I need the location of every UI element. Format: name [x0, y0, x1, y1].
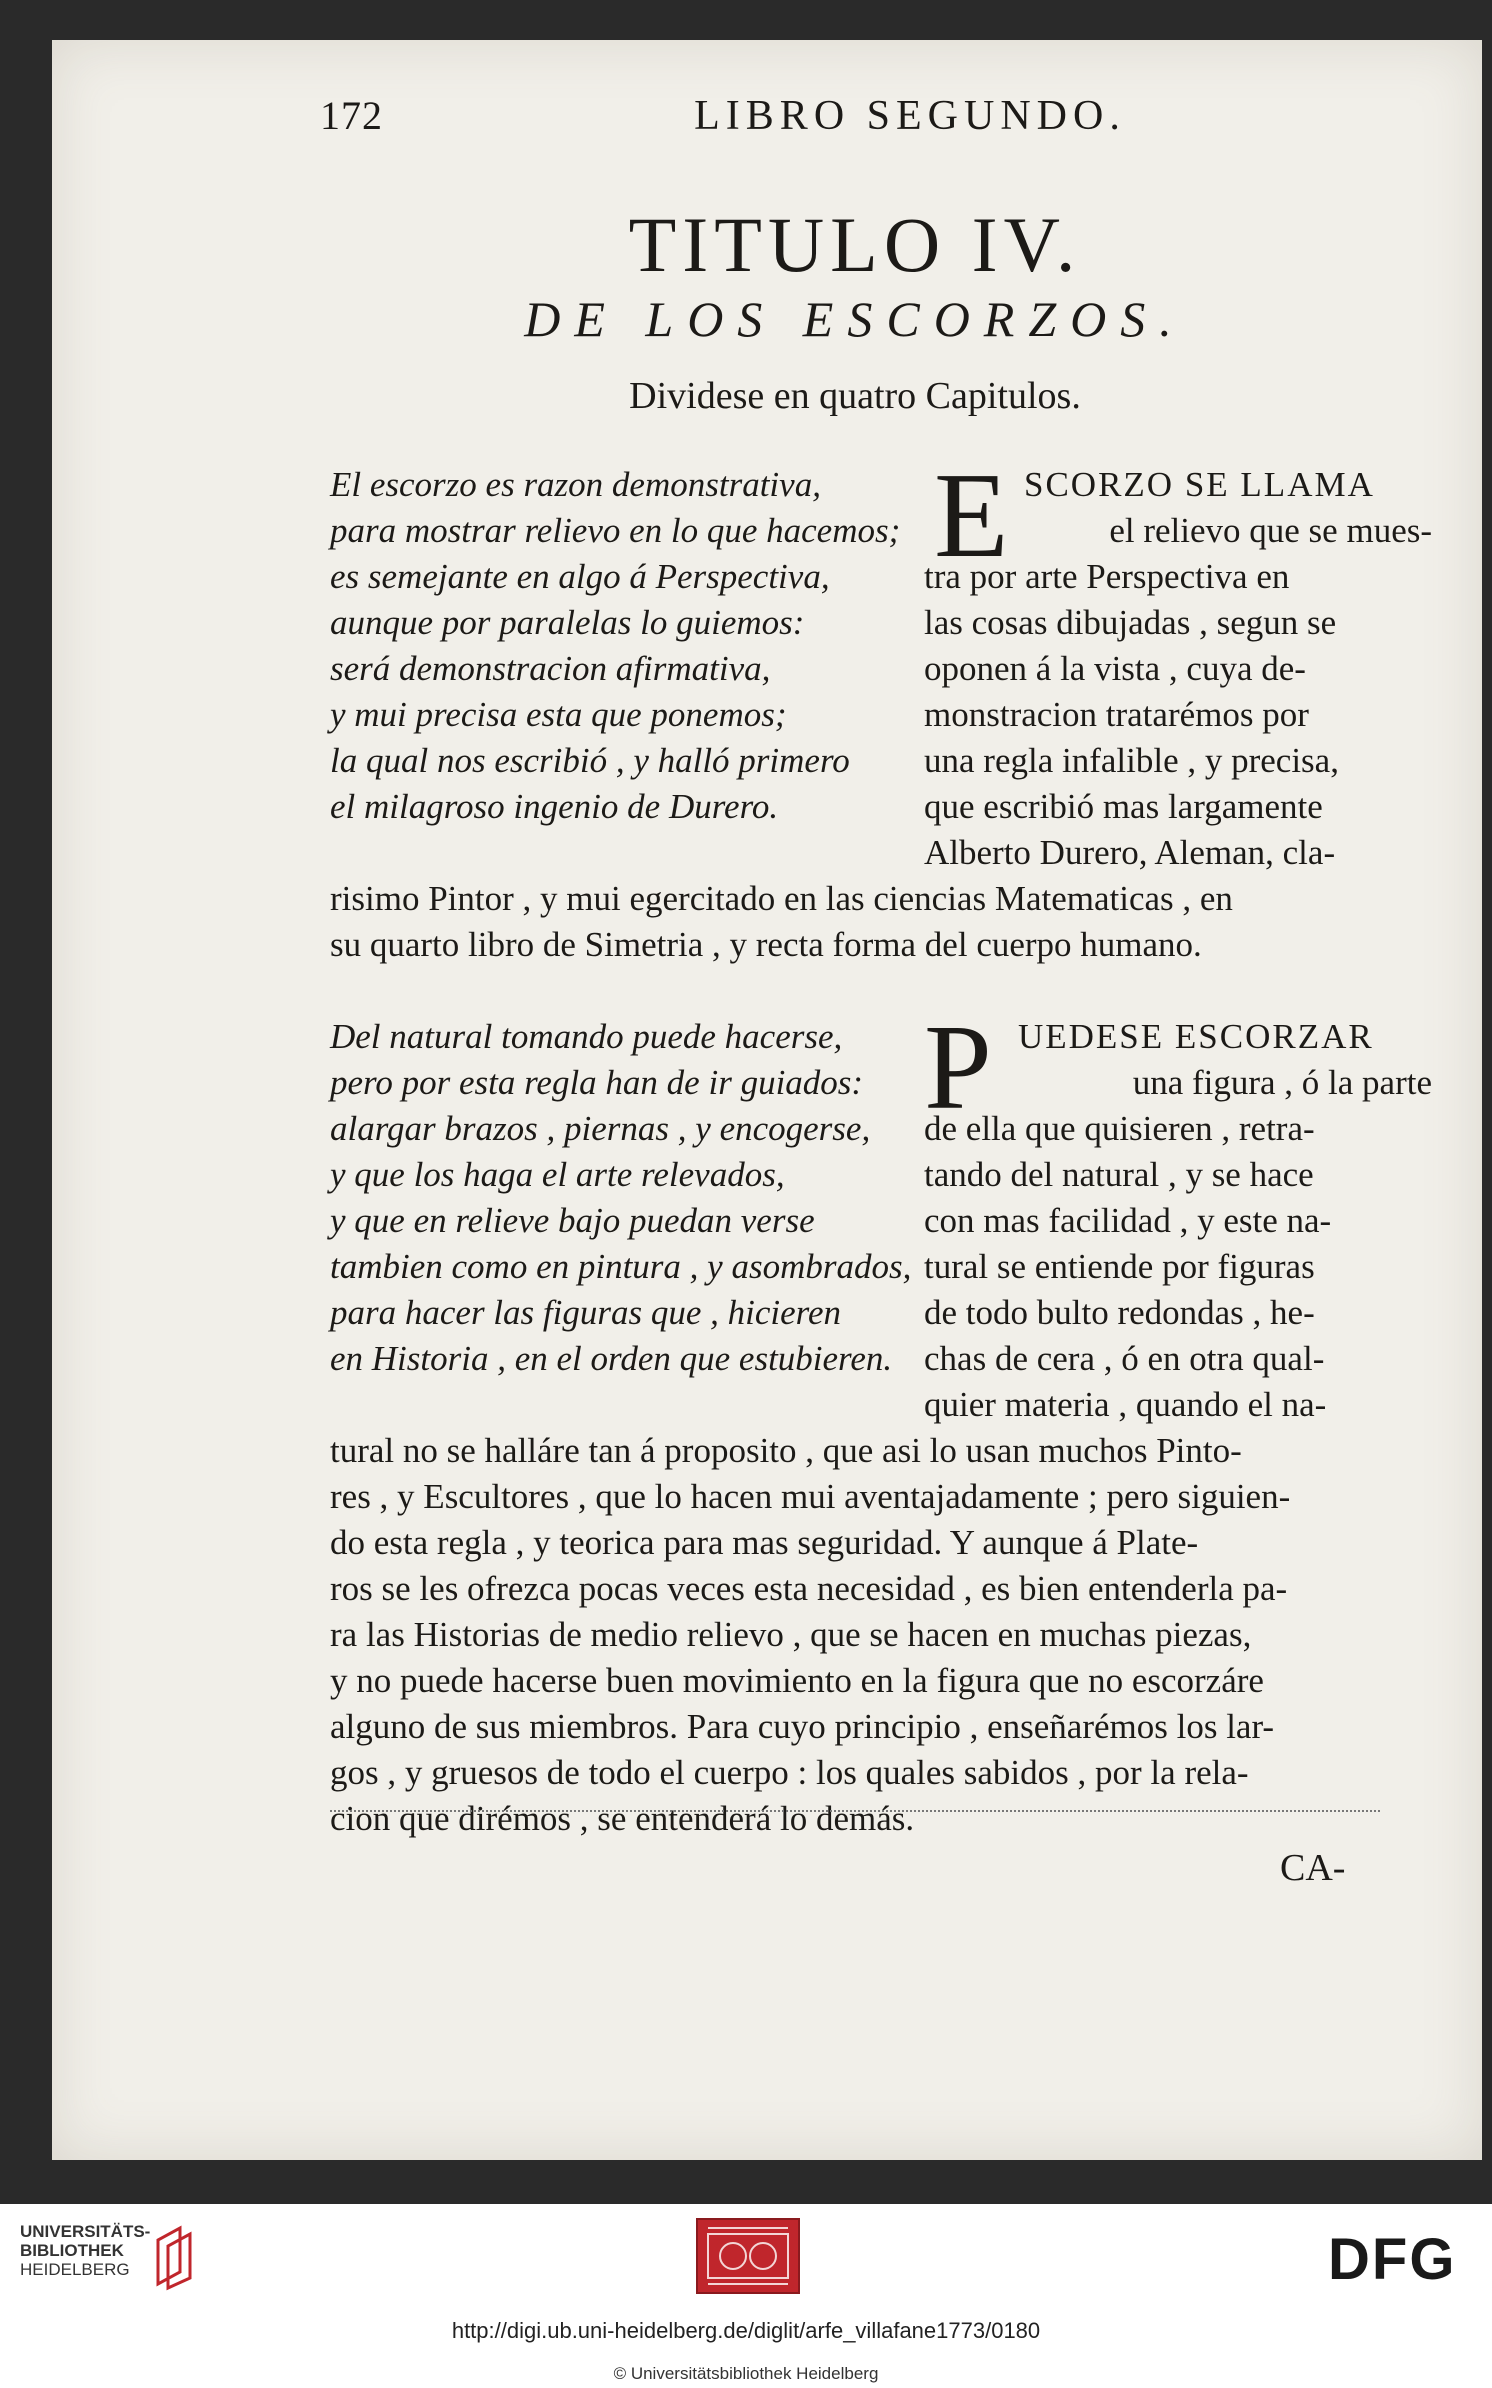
prose-line: tra por arte Perspectiva en	[924, 557, 1290, 596]
prose-line: el relievo que se mues-	[1109, 511, 1432, 550]
project-emblem-icon	[698, 2220, 798, 2292]
library-name-line: UNIVERSITÄTS-	[20, 2222, 151, 2241]
division-note: Dividese en quatro Capitulos.	[629, 375, 1081, 417]
dfg-logo[interactable]: DFG	[1328, 2227, 1457, 2292]
drop-cap-p: P	[924, 1000, 992, 1135]
prose-line: cion que dirémos , se entenderá lo demás.	[330, 1799, 915, 1838]
verse-block-1	[330, 462, 900, 830]
verse-line: y mui precisa esta que ponemos;	[330, 695, 787, 734]
full-width-block-1	[330, 876, 1233, 968]
chapter-subtitle: DE LOS ESCORZOS.	[524, 291, 1186, 347]
verse-line: pero por esta regla han de ir guiados:	[330, 1063, 864, 1102]
project-logo[interactable]	[696, 2218, 800, 2294]
catchword: CA-	[1280, 1847, 1346, 1889]
prose-line: res , y Escultores , que lo hacen mui aventajadamente ; pero siguien-	[330, 1477, 1291, 1516]
book-page	[52, 40, 1482, 2160]
verse-line: Del natural tomando puede hacerse,	[330, 1017, 843, 1056]
prose-line: tando del natural , y se hace	[924, 1155, 1314, 1194]
prose-line: chas de cera , ó en otra qual-	[924, 1339, 1325, 1378]
prose-line: las cosas dibujadas , segun se	[924, 603, 1337, 642]
verse-line: El escorzo es razon demonstrativa,	[330, 465, 821, 504]
verse-line: es semejante en algo á Perspectiva,	[330, 557, 830, 596]
prose-line: oponen á la vista , cuya de-	[924, 649, 1306, 688]
prose-line: de ella que quisieren , retra-	[924, 1109, 1315, 1148]
running-head	[290, 92, 1420, 162]
verse-line: y que los haga el arte relevados,	[330, 1155, 785, 1194]
prose-line: monstracion tratarémos por	[924, 695, 1309, 734]
copyright-notice: © Universitätsbibliothek Heidelberg	[613, 2364, 879, 2383]
prose-line: una figura , ó la parte	[1132, 1063, 1432, 1102]
prose-line: alguno de sus miembros. Para cuyo principio , enseñarémos los lar-	[330, 1707, 1275, 1746]
viewer-footer	[0, 2204, 1492, 2388]
prose-line: y no puede hacerse buen movimiento en la figura que no escorzáre	[330, 1661, 1264, 1700]
permalink[interactable]: http://digi.ub.uni-heidelberg.de/diglit/arfe_villafane1773/0180	[451, 2318, 1041, 2343]
page-number: 172	[320, 93, 383, 138]
library-emblem-icon	[150, 2222, 200, 2292]
verse-line: en Historia , en el orden que estubieren.	[330, 1339, 893, 1378]
verse-line: alargar brazos , piernas , y encogerse,	[330, 1109, 871, 1148]
prose-line: con mas facilidad , y este na-	[924, 1201, 1332, 1240]
prose-line: quier materia , quando el na-	[924, 1385, 1327, 1424]
prose-line: que escribió mas largamente	[924, 787, 1323, 826]
prose-line: de todo bulto redondas , he-	[924, 1293, 1315, 1332]
library-name-line: BIBLIOTHEK	[20, 2241, 124, 2260]
verse-line: el milagroso ingenio de Durero.	[330, 787, 779, 826]
section-2-heading: UEDESE ESCORZAR	[1018, 1017, 1374, 1056]
prose-line: tural se entiende por figuras	[924, 1247, 1315, 1286]
verse-line: será demonstracion afirmativa,	[330, 649, 771, 688]
verse-line: la qual nos escribió , y halló primero	[330, 741, 850, 780]
library-logo[interactable]	[20, 2222, 150, 2279]
prose-line: Alberto Durero, Aleman, cla-	[924, 833, 1336, 872]
library-name-line: HEIDELBERG	[20, 2260, 130, 2279]
verse-line: aunque por paralelas lo guiemos:	[330, 603, 805, 642]
dotted-rule	[330, 1810, 1380, 1812]
prose-line: ra las Historias de medio relievo , que se hacen en muchas piezas,	[330, 1615, 1252, 1654]
prose-line: su quarto libro de Simetria , y recta forma del cuerpo humano.	[330, 925, 1202, 964]
verse-line: y que en relieve bajo puedan verse	[330, 1201, 815, 1240]
prose-block-2	[924, 1060, 1432, 1428]
prose-line: tural no se halláre tan á proposito , que asi lo usan muchos Pinto-	[330, 1431, 1242, 1470]
drop-cap-e: E	[934, 448, 1009, 583]
full-width-block-2	[330, 1428, 1290, 1842]
prose-line: gos , y gruesos de todo el cuerpo : los quales sabidos , por la rela-	[330, 1753, 1249, 1792]
prose-line: ros se les ofrezca pocas veces esta necesidad , es bien entenderla pa-	[330, 1569, 1288, 1608]
verse-line: para mostrar relievo en lo que hacemos;	[330, 511, 901, 550]
verse-line: para hacer las figuras que , hicieren	[330, 1293, 842, 1332]
prose-line: una regla infalible , y precisa,	[924, 741, 1339, 780]
section-1-heading: SCORZO SE LLAMA	[1024, 465, 1375, 504]
verse-line: tambien como en pintura , y asombrados,	[330, 1247, 912, 1286]
prose-line: risimo Pintor , y mui egercitado en las ciencias Matematicas , en	[330, 879, 1233, 918]
prose-line: do esta regla , y teorica para mas seguridad. Y aunque á Plate-	[330, 1523, 1199, 1562]
running-title: LIBRO SEGUNDO.	[694, 93, 1126, 139]
chapter-title: TITULO IV.	[628, 201, 1082, 288]
verse-block-2	[330, 1014, 911, 1382]
prose-block-1	[924, 508, 1432, 876]
